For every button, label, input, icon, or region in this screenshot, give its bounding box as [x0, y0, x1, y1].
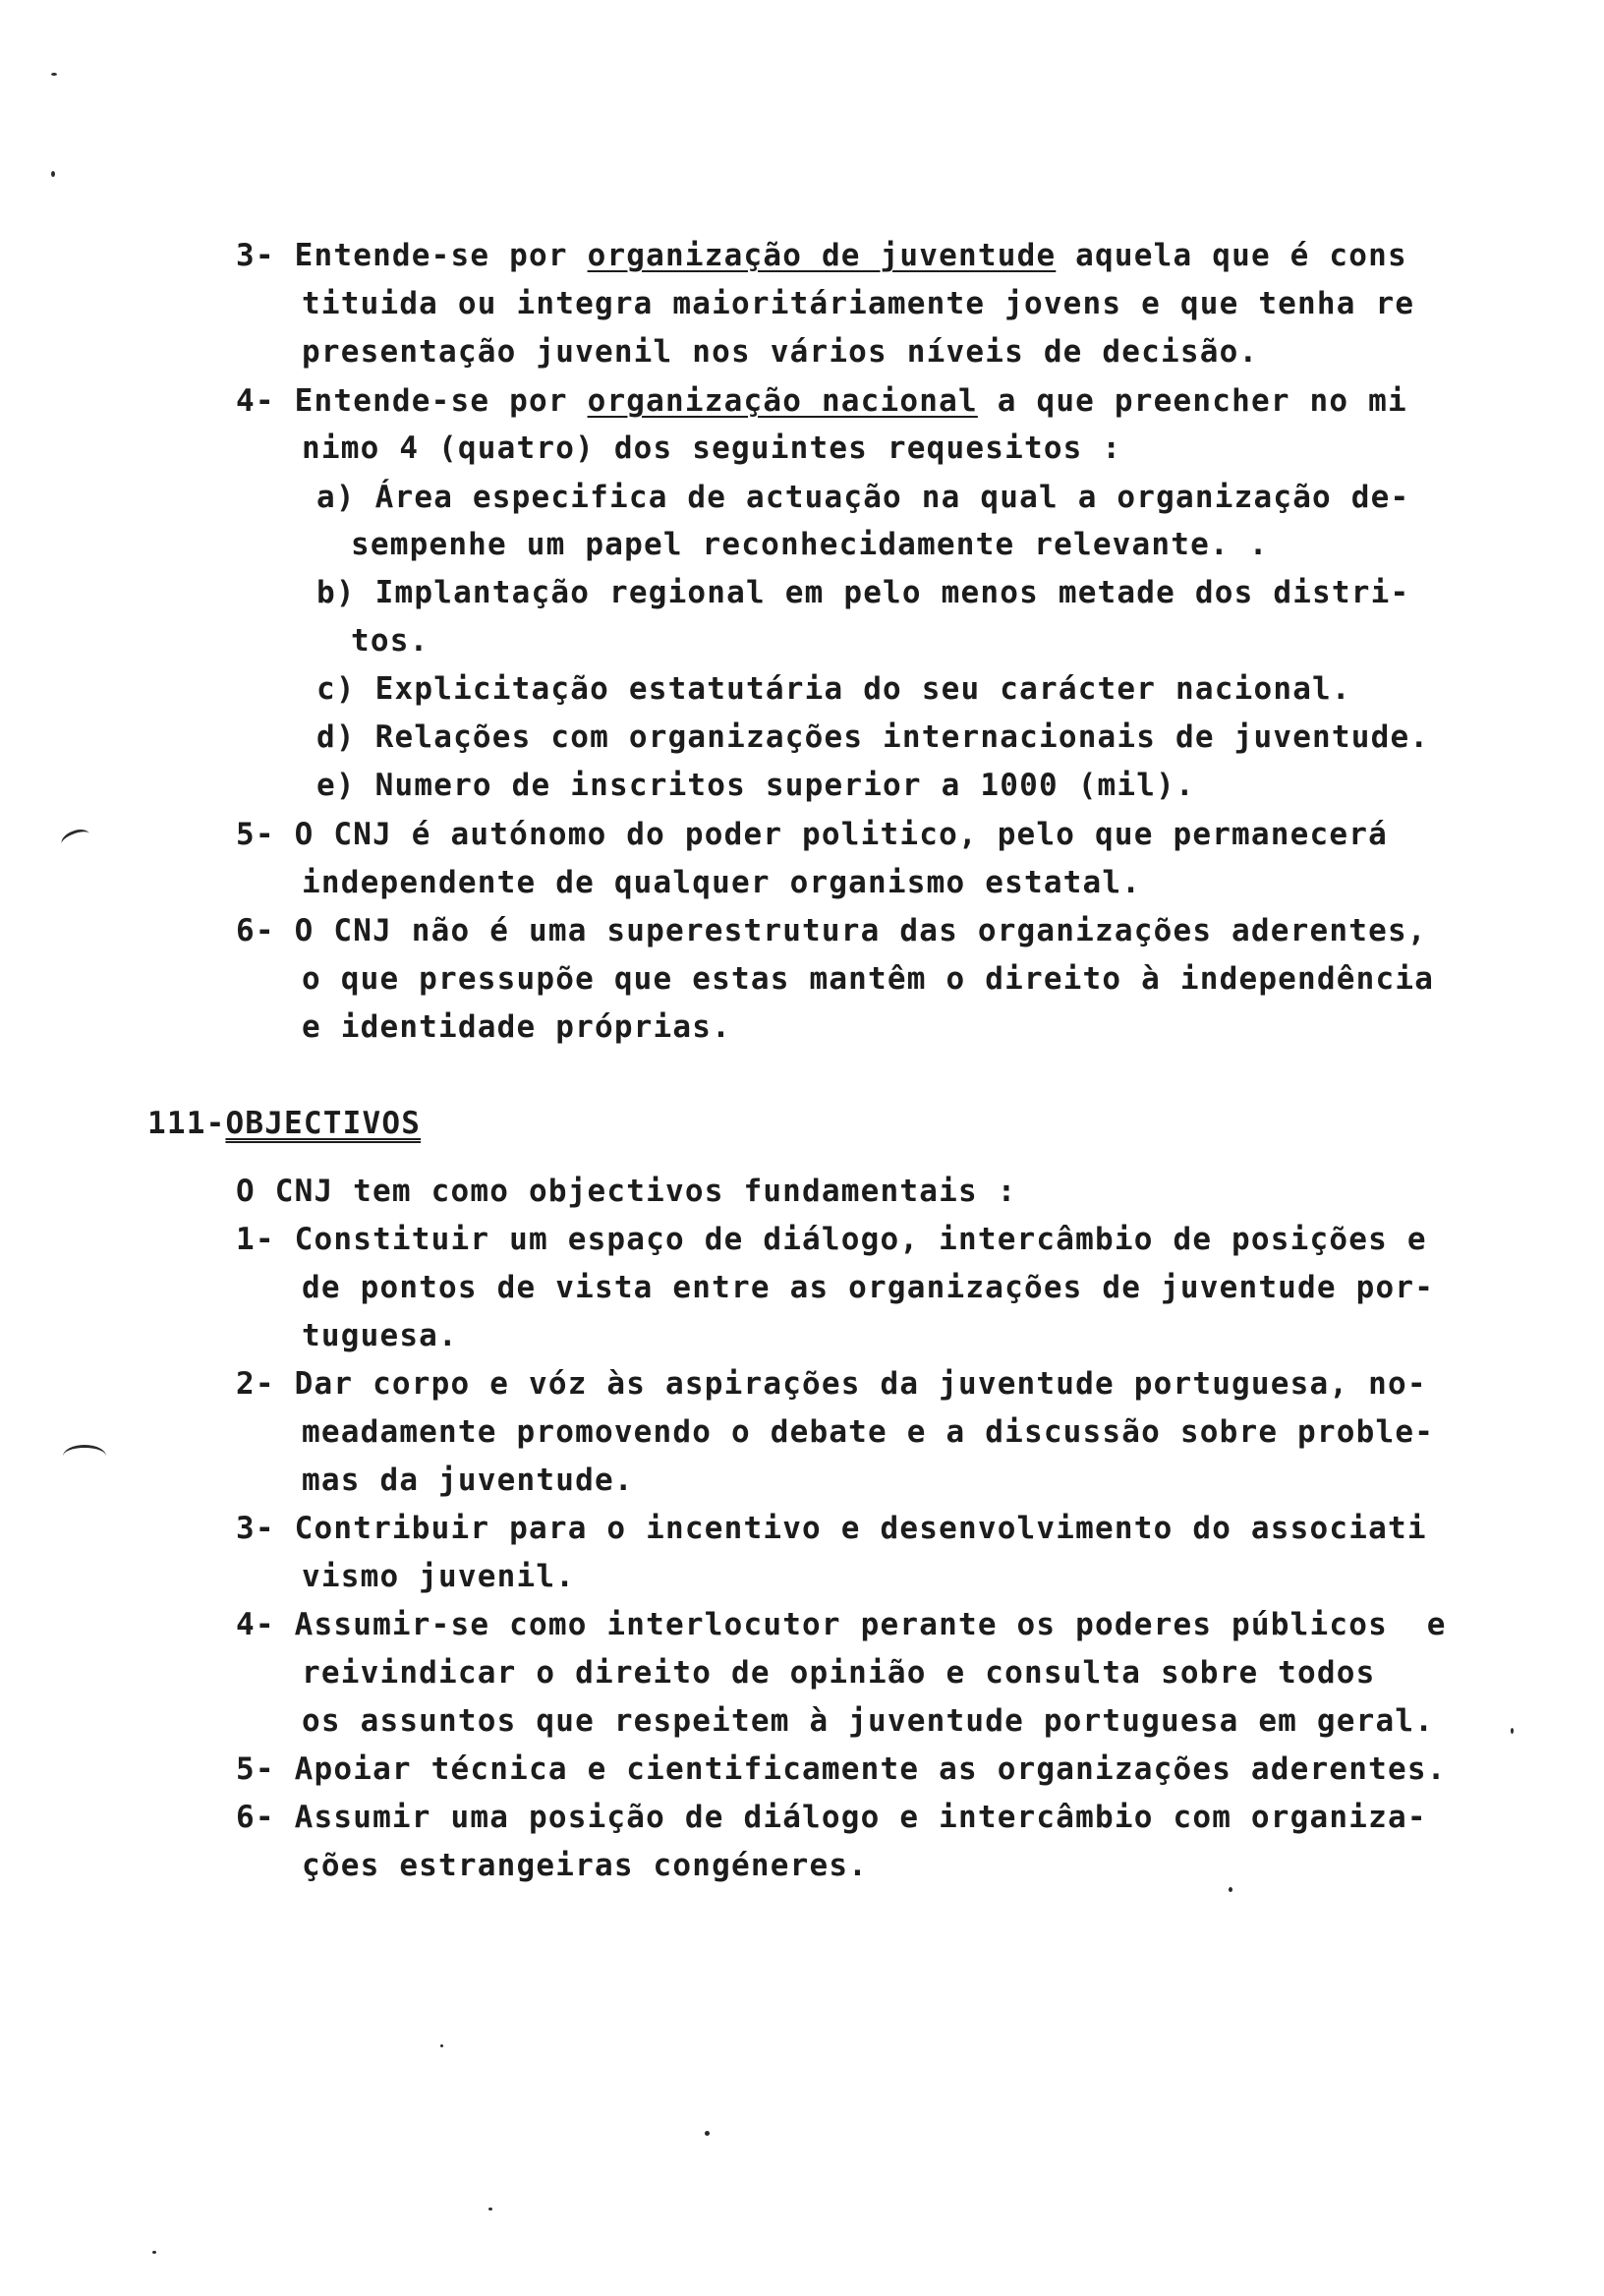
objective-2-line-1	[236, 1364, 1427, 1404]
subitem-a-line-1	[316, 478, 1409, 517]
item-5-line-1	[236, 815, 1388, 854]
objective-2-text-1: Dar corpo e vóz às aspirações da juventude portuguesa, no-	[294, 1366, 1427, 1402]
subitem-a-text-1: Área especifica de actuação na qual a organização de-	[374, 480, 1410, 515]
item-6-line-3: e identidade próprias.	[302, 1009, 731, 1045]
objective-2-line-2: meadamente promovendo o debate e a discussão sobre proble-	[302, 1414, 1435, 1450]
item-5-text-1: O CNJ é autónomo do poder politico, pelo que permanecerá	[294, 817, 1388, 852]
objective-4-line-3: os assuntos que respeitem à juventude portuguesa em geral.	[302, 1703, 1435, 1739]
scan-speck	[51, 73, 57, 76]
term-organizacao-nacional: organização nacional	[587, 383, 978, 419]
subitem-c-text-1: Explicitação estatutária do seu carácter nacional.	[374, 671, 1351, 707]
objective-3-text-1: Contribuir para o incentivo e desenvolvimento do associati	[294, 1511, 1427, 1546]
item-4-line-1-tail: a que preencher no mi	[977, 383, 1407, 419]
item-5-number: 5-	[236, 817, 275, 852]
objective-6-text-1: Assumir uma posição de diálogo e intercâmbio com organiza-	[294, 1800, 1427, 1835]
item-3-line-1	[236, 236, 1407, 275]
subitem-a-line-2: sempenhe um papel reconhecidamente relevante. .	[351, 527, 1269, 562]
objective-6-number: 6-	[236, 1800, 275, 1835]
objective-4-text-1: Assumir-se como interlocutor perante os poderes públicos e	[294, 1607, 1447, 1642]
subitem-d-letter: d)	[316, 719, 356, 755]
objective-4-line-1	[236, 1605, 1447, 1644]
objective-3-number: 3-	[236, 1511, 275, 1546]
item-3-line-1-tail: aquela que é cons	[1056, 238, 1407, 273]
item-6-line-2: o que pressupõe que estas mantêm o direito à independência	[302, 961, 1435, 997]
subitem-e-text-1: Numero de inscritos superior a 1000 (mil).	[374, 768, 1195, 803]
item-4-line-1-text: Entende-se por	[294, 383, 588, 419]
section-iii-heading	[147, 1104, 421, 1143]
subitem-b-line-1	[316, 573, 1409, 612]
scan-speck	[705, 2131, 710, 2136]
objective-4-line-2: reivindicar o direito de opinião e consulta sobre todos	[302, 1655, 1376, 1691]
objective-1-text-1: Constituir um espaço de diálogo, intercâmbio de posições e	[294, 1222, 1427, 1257]
subitem-a-letter: a)	[316, 480, 356, 515]
scan-speck	[1511, 1728, 1514, 1734]
objective-6-line-2: ções estrangeiras congéneres.	[302, 1848, 869, 1883]
scan-speck	[152, 2251, 156, 2254]
subitem-c-letter: c)	[316, 671, 356, 707]
item-6-text-1: O CNJ não é uma superestrutura das organizações aderentes,	[294, 913, 1427, 948]
subitem-b-text-1: Implantação regional em pelo menos metade dos distri-	[374, 575, 1410, 610]
scan-speck	[51, 171, 55, 177]
term-organizacao-juventude: organização de juventude	[587, 238, 1057, 273]
subitem-b-letter: b)	[316, 575, 356, 610]
scan-margin-mark	[59, 826, 92, 851]
section-iii-intro: O CNJ tem como objectivos fundamentais :	[236, 1174, 1017, 1209]
scan-margin-mark	[63, 1445, 106, 1467]
item-6-line-1	[236, 911, 1427, 950]
item-6-number: 6-	[236, 913, 275, 948]
item-5-line-2: independente de qualquer organismo estatal.	[302, 865, 1142, 900]
objective-2-number: 2-	[236, 1366, 275, 1402]
objective-5-text-1: Apoiar técnica e cientificamente as organizações aderentes.	[294, 1751, 1447, 1787]
subitem-d-line-1	[316, 718, 1429, 757]
scan-speck	[1229, 1887, 1232, 1892]
item-4-line-2: nimo 4 (quatro) dos seguintes requesitos :	[302, 430, 1122, 466]
objective-6-line-1	[236, 1798, 1427, 1837]
subitem-b-line-2: tos.	[351, 623, 430, 659]
subitem-d-text-1: Relações com organizações internacionais de juventude.	[374, 719, 1430, 755]
objective-2-line-3: mas da juventude.	[302, 1463, 634, 1498]
item-3-line-3: presentação juvenil nos vários níveis de decisão.	[302, 334, 1259, 370]
objective-3-line-1	[236, 1509, 1427, 1548]
objective-3-line-2: vismo juvenil.	[302, 1559, 576, 1594]
item-4-line-1	[236, 381, 1407, 421]
subitem-e-letter: e)	[316, 768, 356, 803]
subitem-e-line-1	[316, 766, 1195, 805]
objective-1-line-3: tuguesa.	[302, 1318, 458, 1353]
item-3-number: 3-	[236, 238, 275, 273]
scan-speck	[440, 2044, 443, 2047]
objective-5-line-1	[236, 1750, 1447, 1789]
objective-1-line-1	[236, 1220, 1427, 1259]
item-3-line-1-text: Entende-se por	[294, 238, 588, 273]
item-3-line-2: tituida ou integra maioritáriamente jovens e que tenha re	[302, 286, 1415, 321]
section-iii-number: 111-	[147, 1106, 226, 1141]
item-4-number: 4-	[236, 383, 275, 419]
objective-1-line-2: de pontos de vista entre as organizações de juventude por-	[302, 1270, 1435, 1305]
objective-5-number: 5-	[236, 1751, 275, 1787]
section-iii-title: OBJECTIVOS	[225, 1106, 422, 1141]
objective-1-number: 1-	[236, 1222, 275, 1257]
objective-4-number: 4-	[236, 1607, 275, 1642]
scan-speck	[488, 2208, 492, 2210]
subitem-c-line-1	[316, 669, 1351, 709]
